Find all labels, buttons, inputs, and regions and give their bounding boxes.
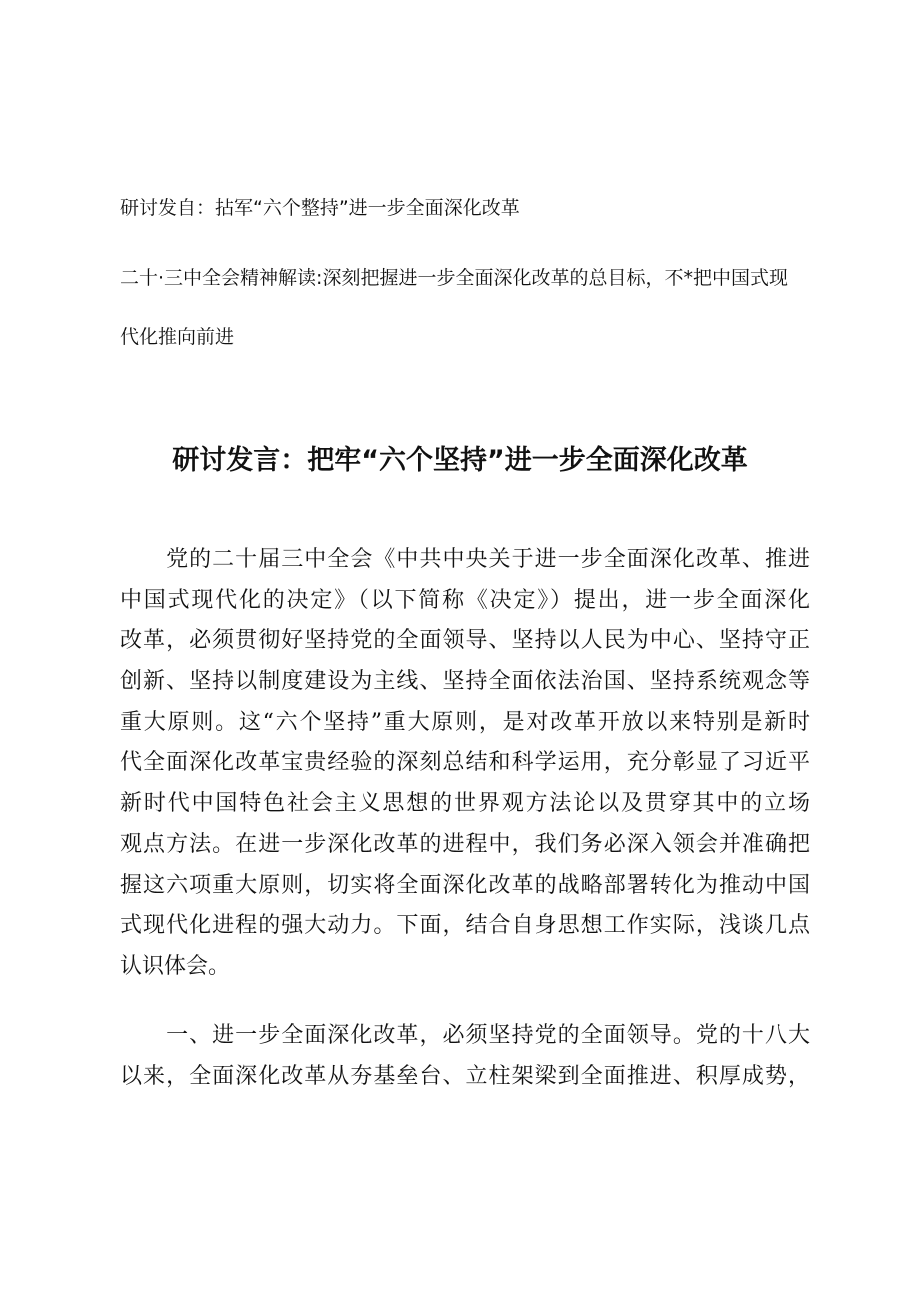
paragraph-line: 一、进一步全面深化改革，必须坚持党的全面领导。党的十八大 bbox=[120, 1023, 810, 1048]
paragraph-line: 以来，全面深化改革从夯基垒台、立柱架梁到全面推进、积厚成势， bbox=[120, 1063, 810, 1089]
paragraph-intro bbox=[120, 540, 810, 988]
paragraph-line: 党的二十届三中全会《中共中央关于进一步全面深化改革、推进 bbox=[120, 547, 810, 572]
paragraph-line: 认识体会。 bbox=[120, 953, 231, 979]
paragraph-line: 观点方法。在进一步深化改革的进程中，我们务必深入领会并准确把 bbox=[120, 831, 810, 857]
toc-entry-2-continued[interactable]: 代化推向前进 bbox=[120, 326, 235, 348]
paragraph-line: 创新、坚持以制度建设为主线、坚持全面依法治国、坚持系统观念等 bbox=[120, 669, 810, 695]
paragraph-line: 重大原则。这“六个坚持”重大原则，是对改革开放以来特别是新时 bbox=[120, 709, 810, 735]
paragraph-line: 中国式现代化的决定》（以下简称《决定》）提出，进一步全面深化 bbox=[120, 587, 810, 613]
toc-entry-2[interactable]: 二十·三中全会精神解读:深刻把握进一步全面深化改革的总目标，不*把中国式现 bbox=[120, 267, 788, 289]
document-title: 研讨发言：把牢“六个坚持”进一步全面深化改革 bbox=[172, 445, 748, 476]
paragraph-line: 握这六项重大原则，切实将全面深化改革的战略部署转化为推动中国 bbox=[120, 872, 810, 898]
paragraph-line: 式现代化进程的强大动力。下面，结合自身思想工作实际，浅谈几点 bbox=[120, 913, 810, 939]
paragraph-line: 新时代中国特色社会主义思想的世界观方法论以及贯穿其中的立场 bbox=[120, 791, 810, 817]
toc-entry-1[interactable]: 研讨发自：拈军“六个整持”进一步全面深化改革 bbox=[120, 197, 520, 219]
paragraph-section-one bbox=[120, 1016, 810, 1097]
paragraph-line: 改革，必须贯彻好坚持党的全面领导、坚持以人民为中心、坚持守正 bbox=[120, 628, 810, 654]
paragraph-line: 代全面深化改革宝贵经验的深刻总结和科学运用，充分彰显了习近平 bbox=[120, 750, 810, 776]
